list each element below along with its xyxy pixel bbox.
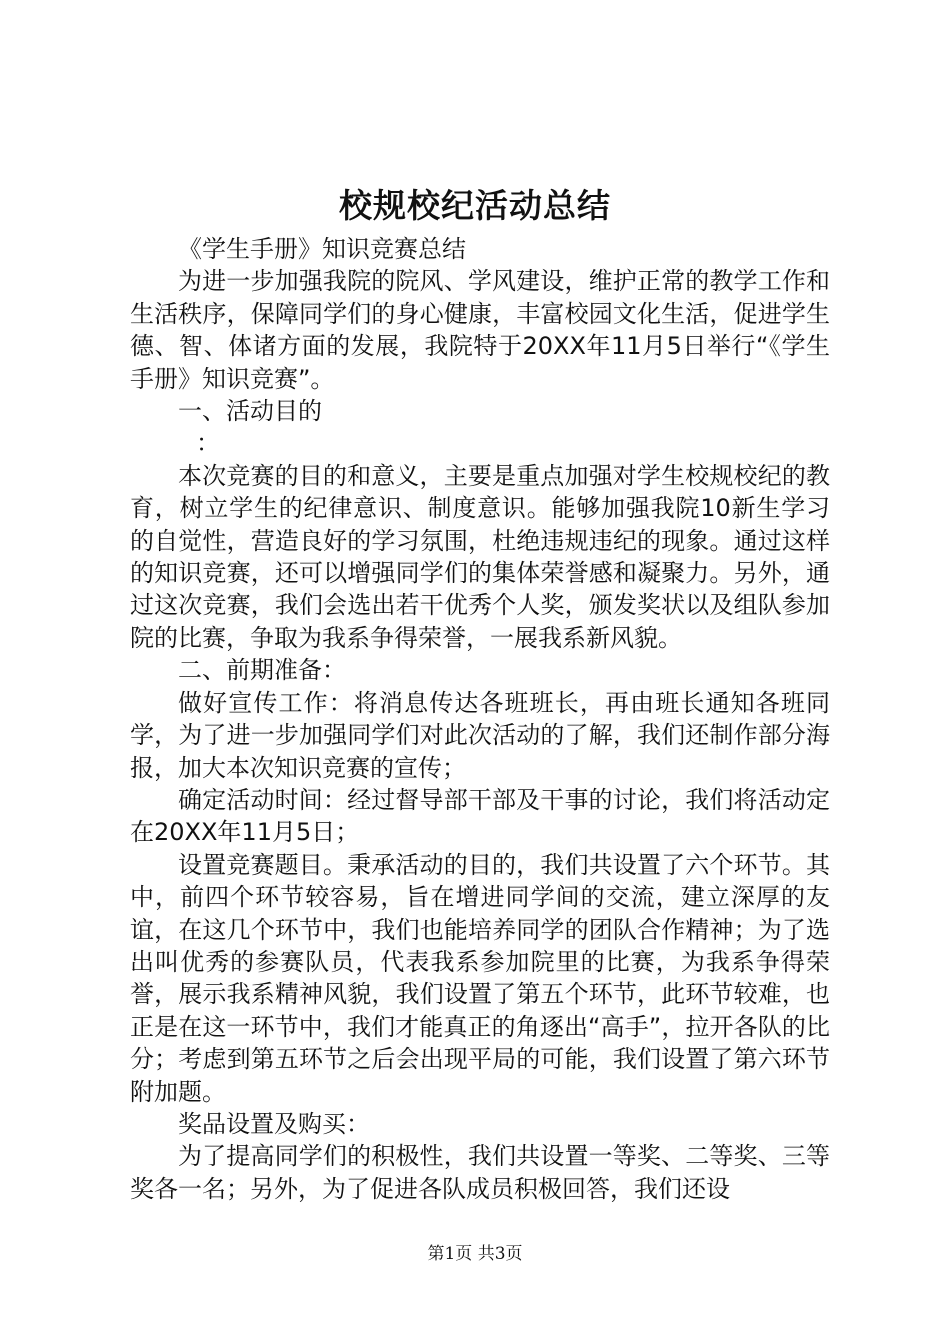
paragraph-publicity: 做好宣传工作：将消息传达各班班长，再由班长通知各班同学，为了进一步加强同学们对此次活动的了解，我们还制作部分海报，加大本次知识竞赛的宣传； [130,688,830,782]
page-footer: 第1页 共3页 [427,1244,523,1264]
paragraph-intro: 为进一步加强我院的院风、学风建设，维护正常的教学工作和生活秩序，保障同学们的身心健康，丰富校园文化生活，促进学生德、智、体诸方面的发展，我院特于20XX年11月5日举行“《学生手册》知识竞赛”。 [130,267,830,393]
page-title: 校规校纪活动总结 [339,186,611,225]
paragraph-schedule: 确定活动时间：经过督导部干部及干事的讨论，我们将活动定在20XX年11月5日； [130,785,830,847]
paragraph-colon: ： [196,429,220,458]
paragraph-subtitle: 《学生手册》知识竞赛总结 [178,235,466,263]
paragraph-purpose: 本次竞赛的目的和意义，主要是重点加强对学生校规校纪的教育，树立学生的纪律意识、制度意识。能够加强我院10新生学习的自觉性，营造良好的学习氛围，杜绝违规违纪的现象。通过这样的知识竞赛，还可以增强同学们的集体荣誉感和凝聚力。另外，通过这次竞赛，我们会选出若干优秀个人奖，颁发奖状以及组队参加院的比赛，争取为我系争得荣誉，一展我系新风貌。 [130,461,830,652]
section-heading-preparation: 二、前期准备： [178,656,346,685]
paragraph-prizes: 为了提高同学们的积极性，我们共设置一等奖、二等奖、三等奖各一名；另外，为了促进各队成员积极回答，我们还设 [130,1142,830,1203]
document-body [130,233,830,1205]
section-heading-purpose: 一、活动目的 [178,397,322,426]
paragraph-questions: 设置竞赛题目。秉承活动的目的，我们共设置了六个环节。其中，前四个环节较容易，旨在增进同学间的交流，建立深厚的友谊，在这几个环节中，我们也能培养同学的团队合作精神；为了选出叫优秀的参赛队员，代表我系参加院里的比赛，为我系争得荣誉，展示我系精神风貌，我们设置了第五个环节，此环节较难，也正是在这一环节中，我们才能真正的角逐出“高手”，拉开各队的比分；考虑到第五环节之后会出现平局的可能，我们设置了第六环节附加题。 [130,850,830,1106]
section-heading-prizes: 奖品设置及购买： [178,1109,370,1138]
